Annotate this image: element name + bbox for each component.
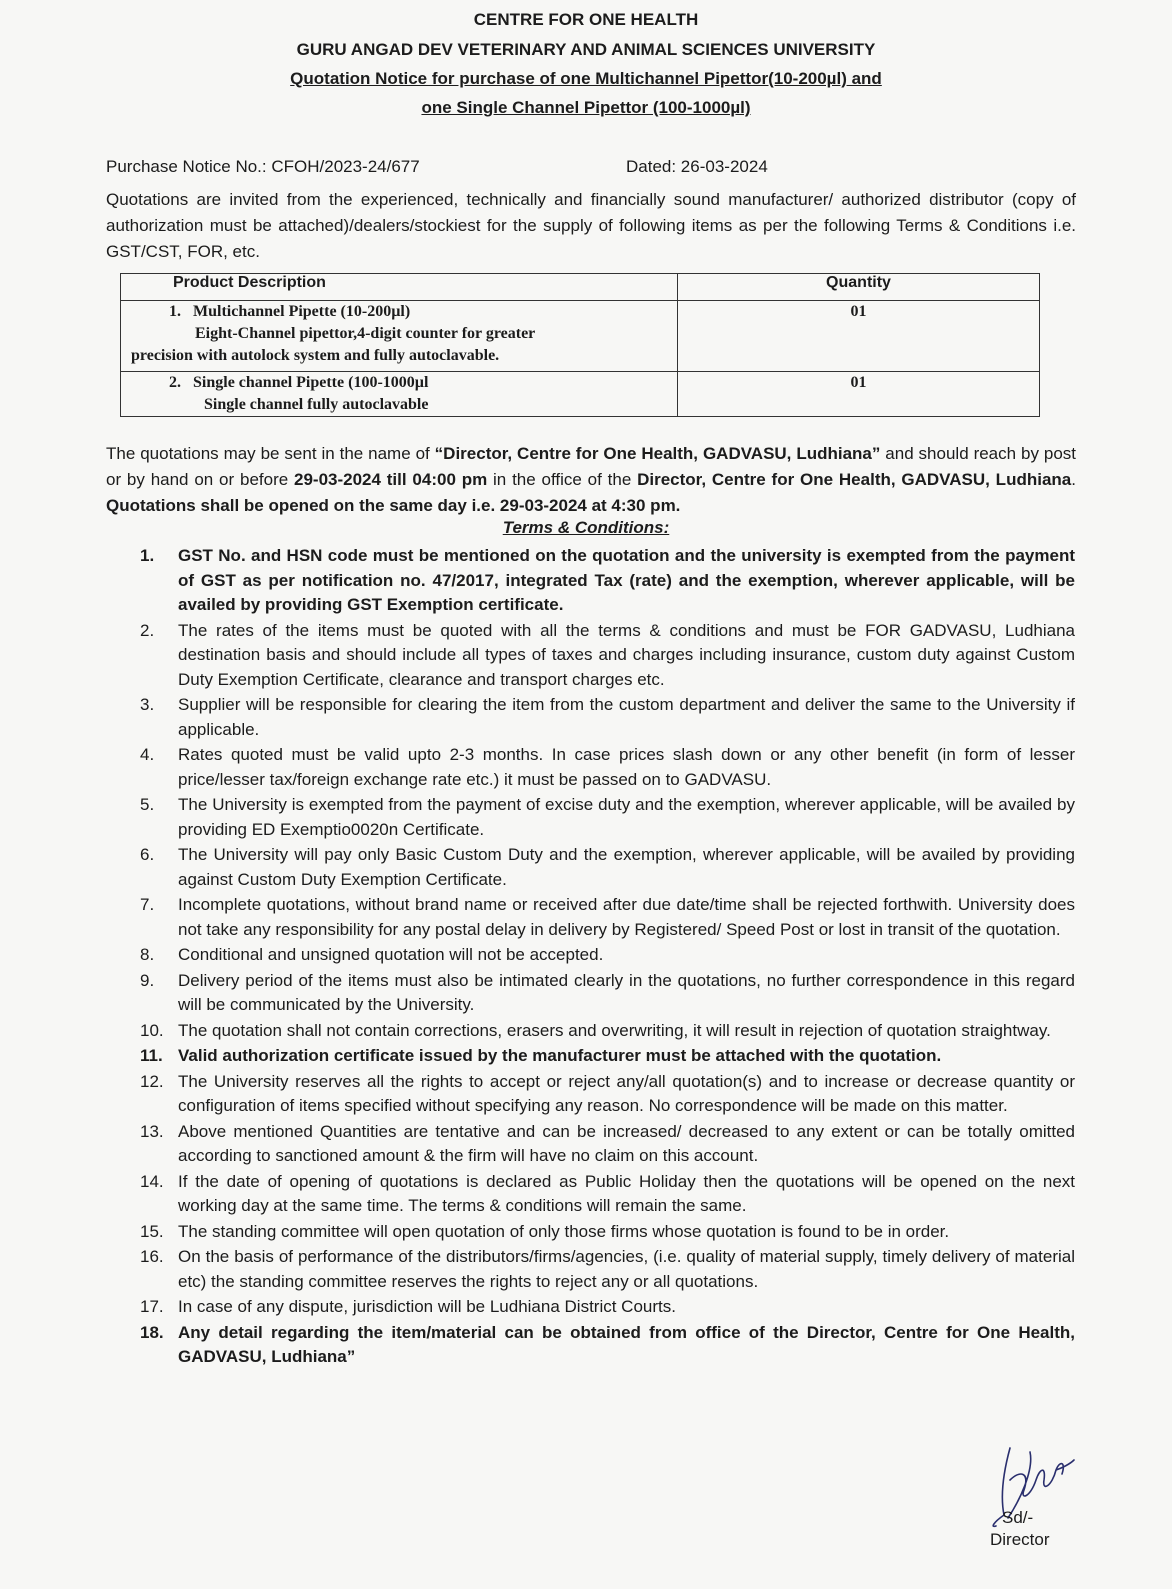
item-detail: Eight-Channel pipettor,4-digit counter for greater: [195, 325, 536, 342]
term-text: The rates of the items must be quoted with all the terms & conditions and must be FOR GADVASU, Ludhiana destination basis and should include all types of taxes and charges including insurance, custom duty against Custom Duty Exemption Certificate, clearance and transport charges etc.: [178, 620, 1075, 689]
send-text: .: [1071, 470, 1076, 489]
term-text: If the date of opening of quotations is declared as Public Holiday then the quotations will be opened on the next working day at the same time. The terms & conditions will remain the same.: [178, 1171, 1075, 1215]
product-description-cell: [121, 372, 678, 417]
term-text: In case of any dispute, jurisdiction will be Ludhiana District Courts.: [178, 1297, 676, 1316]
send-deadline: 29-03-2024 till 04:00 pm: [294, 470, 488, 489]
term-item: [140, 943, 1075, 968]
send-addressee: “Director, Centre for One Health, GADVASU, Ludhiana”: [434, 444, 881, 463]
term-item: [140, 843, 1075, 892]
term-text: The University reserves all the rights to accept or reject any/all quotation(s) and to increase or decrease quantity or configuration of items specified without specifying any reason. No correspondence will be made on this matter.: [178, 1071, 1075, 1115]
term-number: 13.: [140, 1121, 164, 1141]
term-item: [140, 1120, 1075, 1169]
term-number: 3.: [140, 695, 155, 714]
item-title: Single channel Pipette (100-1000µl: [193, 374, 429, 391]
column-header-description: Product Description: [121, 274, 678, 301]
term-text: On the basis of performance of the distributors/firms/agencies, (i.e. quality of material supply, timely delivery of material etc) the standing committee reserves the rights to reject any or all quotations.: [178, 1247, 1075, 1291]
send-opening: Quotations shall be opened on the same day i.e. 29-03-2024 at 4:30 pm.: [106, 496, 681, 515]
term-number: 12.: [140, 1071, 164, 1091]
term-number: 9.: [140, 970, 155, 990]
term-text: The University is exempted from the payment of excise duty and the exemption, wherever applicable, will be availed by providing ED Exemptio0020n Certificate.: [178, 795, 1075, 839]
item-number: 2.: [169, 374, 181, 391]
term-number: 6.: [140, 845, 155, 864]
send-text: The quotations may be sent in the name of: [106, 444, 435, 463]
term-item: [140, 1170, 1075, 1219]
term-number: 15.: [140, 1221, 164, 1241]
signatory-title: Director: [990, 1530, 1050, 1549]
terms-heading: Terms & Conditions:: [502, 518, 670, 537]
header-notice-title-line1: Quotation Notice for purchase of one Multichannel Pipettor(10-200µl) and: [290, 69, 882, 88]
term-number: 14.: [140, 1171, 164, 1191]
term-text: Conditional and unsigned quotation will not be accepted.: [178, 945, 604, 964]
term-text: The quotation shall not contain corrections, erasers and overwriting, it will result in rejection of quotation straightway.: [178, 1020, 1051, 1040]
notice-date: Dated: 26-03-2024: [626, 157, 768, 176]
column-header-quantity: Quantity: [678, 274, 1040, 301]
quantity-cell: 01: [678, 372, 1040, 417]
quantity-cell: 01: [678, 301, 1040, 372]
term-number: 7.: [140, 895, 155, 914]
term-text: The standing committee will open quotation of only those firms whose quotation is found to be in order.: [178, 1221, 950, 1241]
intro-paragraph: Quotations are invited from the experienced, technically and financially sound manufacturer/ authorized distributor (copy of authorization must be attached)/dealers/stockiest for the supply of following items as per the following Terms & Conditions i.e. GST/CST, FOR, etc.: [106, 190, 1076, 261]
term-number: 5.: [140, 795, 155, 814]
term-number: 18.: [140, 1322, 164, 1342]
term-text: Incomplete quotations, without brand name or received after due date/time shall be rejected forthwith. University does not take any responsibility for any postal delay in delivery by Registered/ Speed Post or lost in transit of the quotation.: [178, 895, 1075, 939]
term-item: [140, 1044, 1075, 1069]
term-text: Supplier will be responsible for clearing the item from the custom department and deliver the same to the University if applicable.: [178, 695, 1075, 739]
term-item: [140, 1070, 1075, 1119]
signature-sd-mark: Sd/-: [1002, 1508, 1034, 1527]
term-number: 11.: [140, 1046, 163, 1065]
term-number: 17.: [140, 1297, 164, 1316]
item-detail: precision with autolock system and fully autoclavable.: [131, 347, 500, 364]
term-item: [140, 969, 1075, 1018]
term-item: [140, 1245, 1075, 1294]
term-number: 16.: [140, 1247, 164, 1266]
header-centre-name: CENTRE FOR ONE HEALTH: [473, 10, 699, 29]
table-header-row: [121, 274, 1040, 301]
purchase-notice-number: Purchase Notice No.: CFOH/2023-24/677: [106, 157, 420, 176]
term-item: [140, 1321, 1075, 1370]
item-detail: Single channel fully autoclavable: [204, 396, 429, 413]
table-row: [121, 301, 1040, 372]
term-item: [140, 893, 1075, 942]
term-item: [140, 1019, 1075, 1044]
submission-paragraph: [106, 441, 1076, 519]
term-text: Valid authorization certificate issued by the manufacturer must be attached with the quotation.: [178, 1046, 942, 1065]
term-number: 8.: [140, 945, 155, 964]
term-text: Any detail regarding the item/material can be obtained from office of the Director, Centre for One Health, GADVASU, Ludhiana”: [178, 1322, 1075, 1366]
term-text: Delivery period of the items must also be intimated clearly in the quotations, no further correspondence in this regard will be communicated by the University.: [178, 970, 1075, 1014]
term-item: [140, 1295, 1075, 1320]
term-text: The University will pay only Basic Custom Duty and the exemption, wherever applicable, will be availed by providing against Custom Duty Exemption Certificate.: [178, 845, 1075, 889]
term-item: [140, 793, 1075, 842]
header-university-name: GURU ANGAD DEV VETERINARY AND ANIMAL SCIENCES UNIVERSITY: [296, 40, 876, 59]
terms-list: [140, 544, 1075, 1371]
term-text: Rates quoted must be valid upto 2-3 months. In case prices slash down or any other benefit (in form of lesser price/lesser tax/foreign exchange rate etc.) it must be passed on to GADVASU.: [178, 745, 1075, 789]
term-item: [140, 544, 1075, 618]
table-row: [121, 372, 1040, 417]
product-table: [120, 273, 1040, 417]
header-notice-title-line2: one Single Channel Pipettor (100-1000µl): [421, 98, 751, 117]
send-office: Director, Centre for One Health, GADVASU, Ludhiana: [637, 470, 1072, 489]
term-number: 4.: [140, 745, 155, 764]
term-text: Above mentioned Quantities are tentative and can be increased/ decreased to any extent or can be totally omitted according to sanctioned amount & the firm will have no claim on this account.: [178, 1121, 1075, 1165]
item-number: 1.: [169, 303, 181, 320]
send-text: in the office of the: [487, 470, 638, 489]
send-text: and should reach by post or by hand on or before: [106, 444, 1076, 489]
term-item: [140, 619, 1075, 693]
term-number: 10.: [140, 1020, 164, 1040]
term-item: [140, 693, 1075, 742]
term-number: 2.: [140, 620, 155, 640]
term-text: GST No. and HSN code must be mentioned on the quotation and the university is exempted from the payment of GST as per notification no. 47/2017, integrated Tax (rate) and the exemption, wherever applicable, will be availed by providing GST Exemption certificate.: [178, 546, 1075, 614]
term-item: [140, 1220, 1075, 1245]
item-title: Multichannel Pipette (10-200µl): [193, 303, 411, 320]
term-item: [140, 743, 1075, 792]
product-description-cell: [121, 301, 678, 372]
term-number: 1.: [140, 546, 155, 565]
